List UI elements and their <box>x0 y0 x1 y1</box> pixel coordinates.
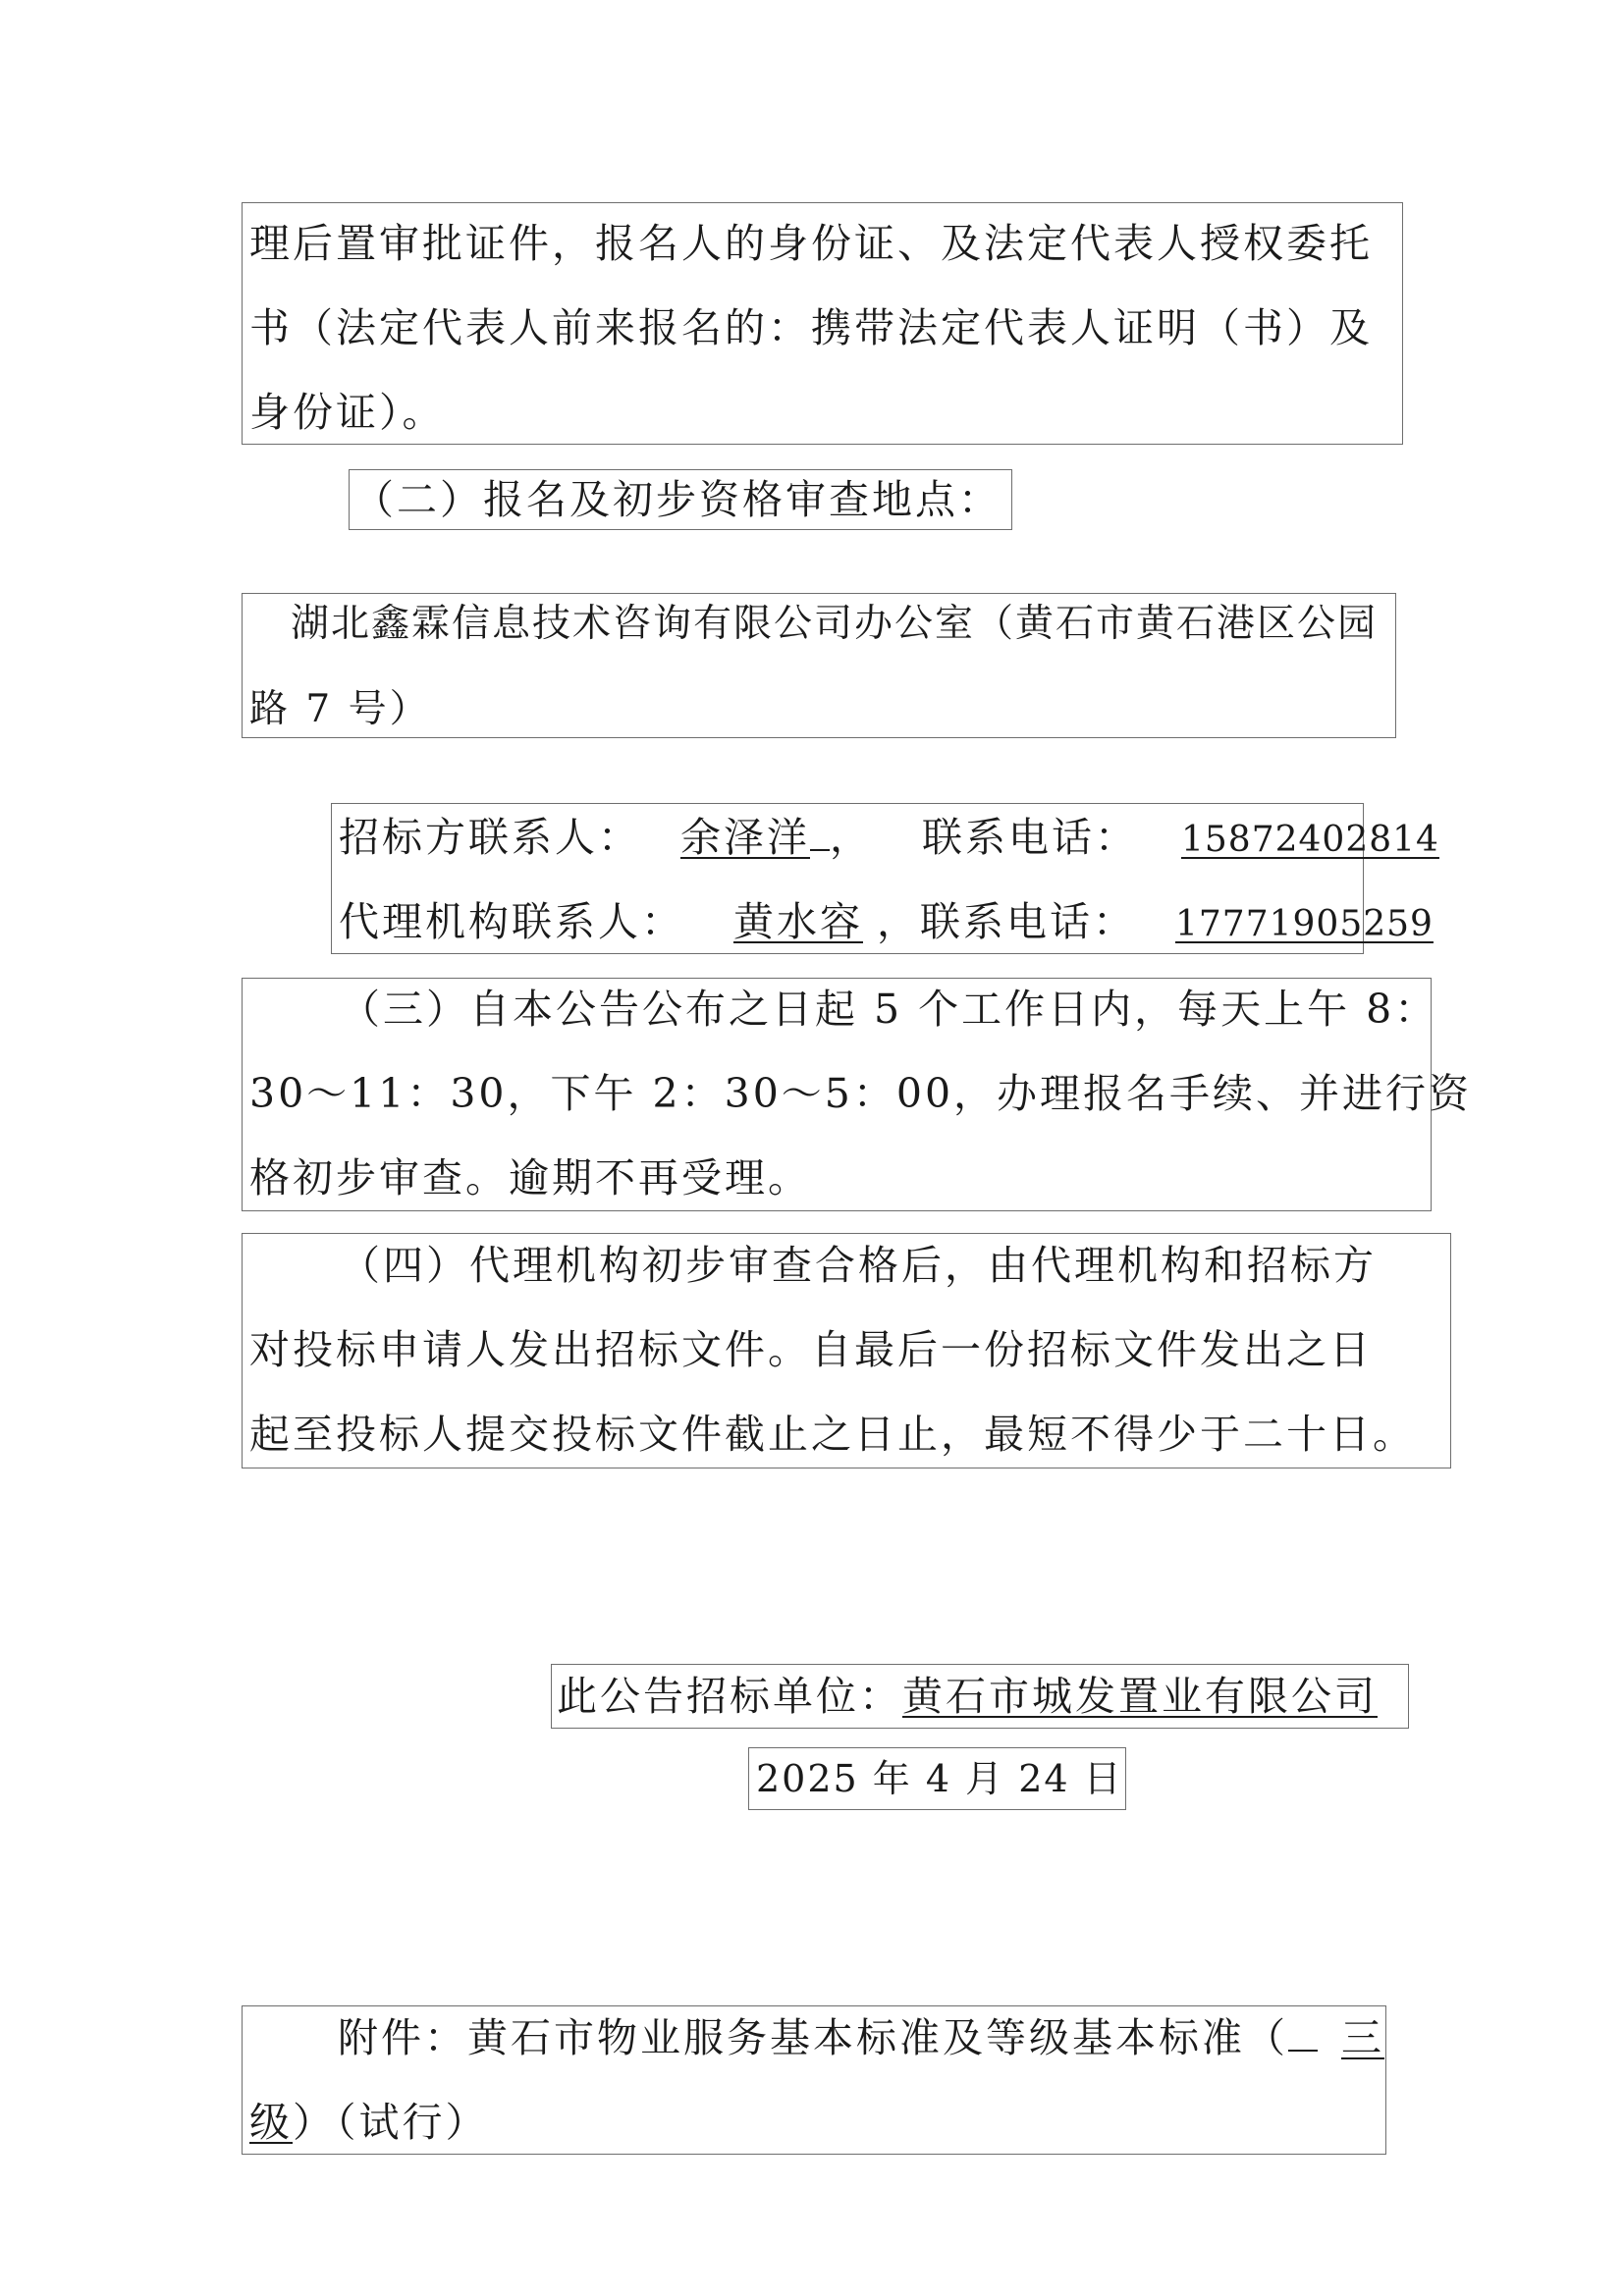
tendering-unit: 黄石市城发置业有限公司 <box>902 1673 1378 1720</box>
requirements-line-1: 理后置审批证件，报名人的身份证、及法定代表人授权委托 <box>249 220 1373 267</box>
agent-phone: 17771905259 <box>1175 904 1434 944</box>
tender-contact-name: 余泽洋 <box>680 814 810 861</box>
location-line-1: 湖北鑫霖信息技术咨询有限公司办公室（黄石市黄石港区公园 <box>291 602 1379 646</box>
heading-location: （二）报名及初步资格审查地点： <box>353 476 1001 523</box>
tender-contact-line <box>339 795 1449 882</box>
location-line-2: 路 7 号） <box>249 687 431 731</box>
bid-document-line-2: 对投标申请人发出招标文件。自最后一份招标文件发出之日 <box>249 1326 1373 1373</box>
signature-line <box>557 1654 1378 1738</box>
announcement-date: 2025 年 4 月 24 日 <box>756 1757 1123 1800</box>
registration-time-line-2: 30～11：30，下午 2：30～5：00，办理报名手续、并进行资 <box>249 1070 1473 1117</box>
signature-label: 此公告招标单位： <box>557 1673 902 1720</box>
agent-phone-label: ，联系电话： <box>877 898 1136 945</box>
tender-contact-separator: ， <box>830 814 873 861</box>
tender-phone-label: 联系电话： <box>922 814 1138 861</box>
attachment-grade-part-2: 级 <box>249 2099 293 2146</box>
registration-time-line-3: 格初步审查。逾期不再受理。 <box>249 1154 811 1201</box>
agent-contact-name: 黄水容 <box>733 898 863 945</box>
tender-contact-label: 招标方联系人： <box>339 814 641 861</box>
tender-phone: 15872402814 <box>1181 820 1439 860</box>
requirements-line-2: 书（法定代表人前来报名的：携带法定代表人证明（书）及 <box>249 304 1373 351</box>
requirements-line-3: 身份证）。 <box>249 389 446 436</box>
attachment-suffix: ）（试行） <box>293 2099 489 2146</box>
agent-contact-label: 代理机构联系人： <box>339 898 684 945</box>
bid-document-line-1: （四）代理机构初步审查合格后，由代理机构和招标方 <box>340 1242 1377 1289</box>
bid-document-line-3: 起至投标人提交投标文件截止之日止，最短不得少于二十日。 <box>249 1411 1416 1458</box>
registration-time-line-1: （三）自本公告公布之日起 5 个工作日内，每天上午 8： <box>340 986 1438 1033</box>
attachment-title: 附件：黄石市物业服务基本标准及等级基本标准（ <box>338 2014 1288 2061</box>
attachment-grade-part-1: 三 <box>1341 2014 1384 2061</box>
agent-contact-line <box>339 880 1473 967</box>
attachment-line-2 <box>249 2080 489 2164</box>
attachment-line-1 <box>338 1996 1384 2080</box>
